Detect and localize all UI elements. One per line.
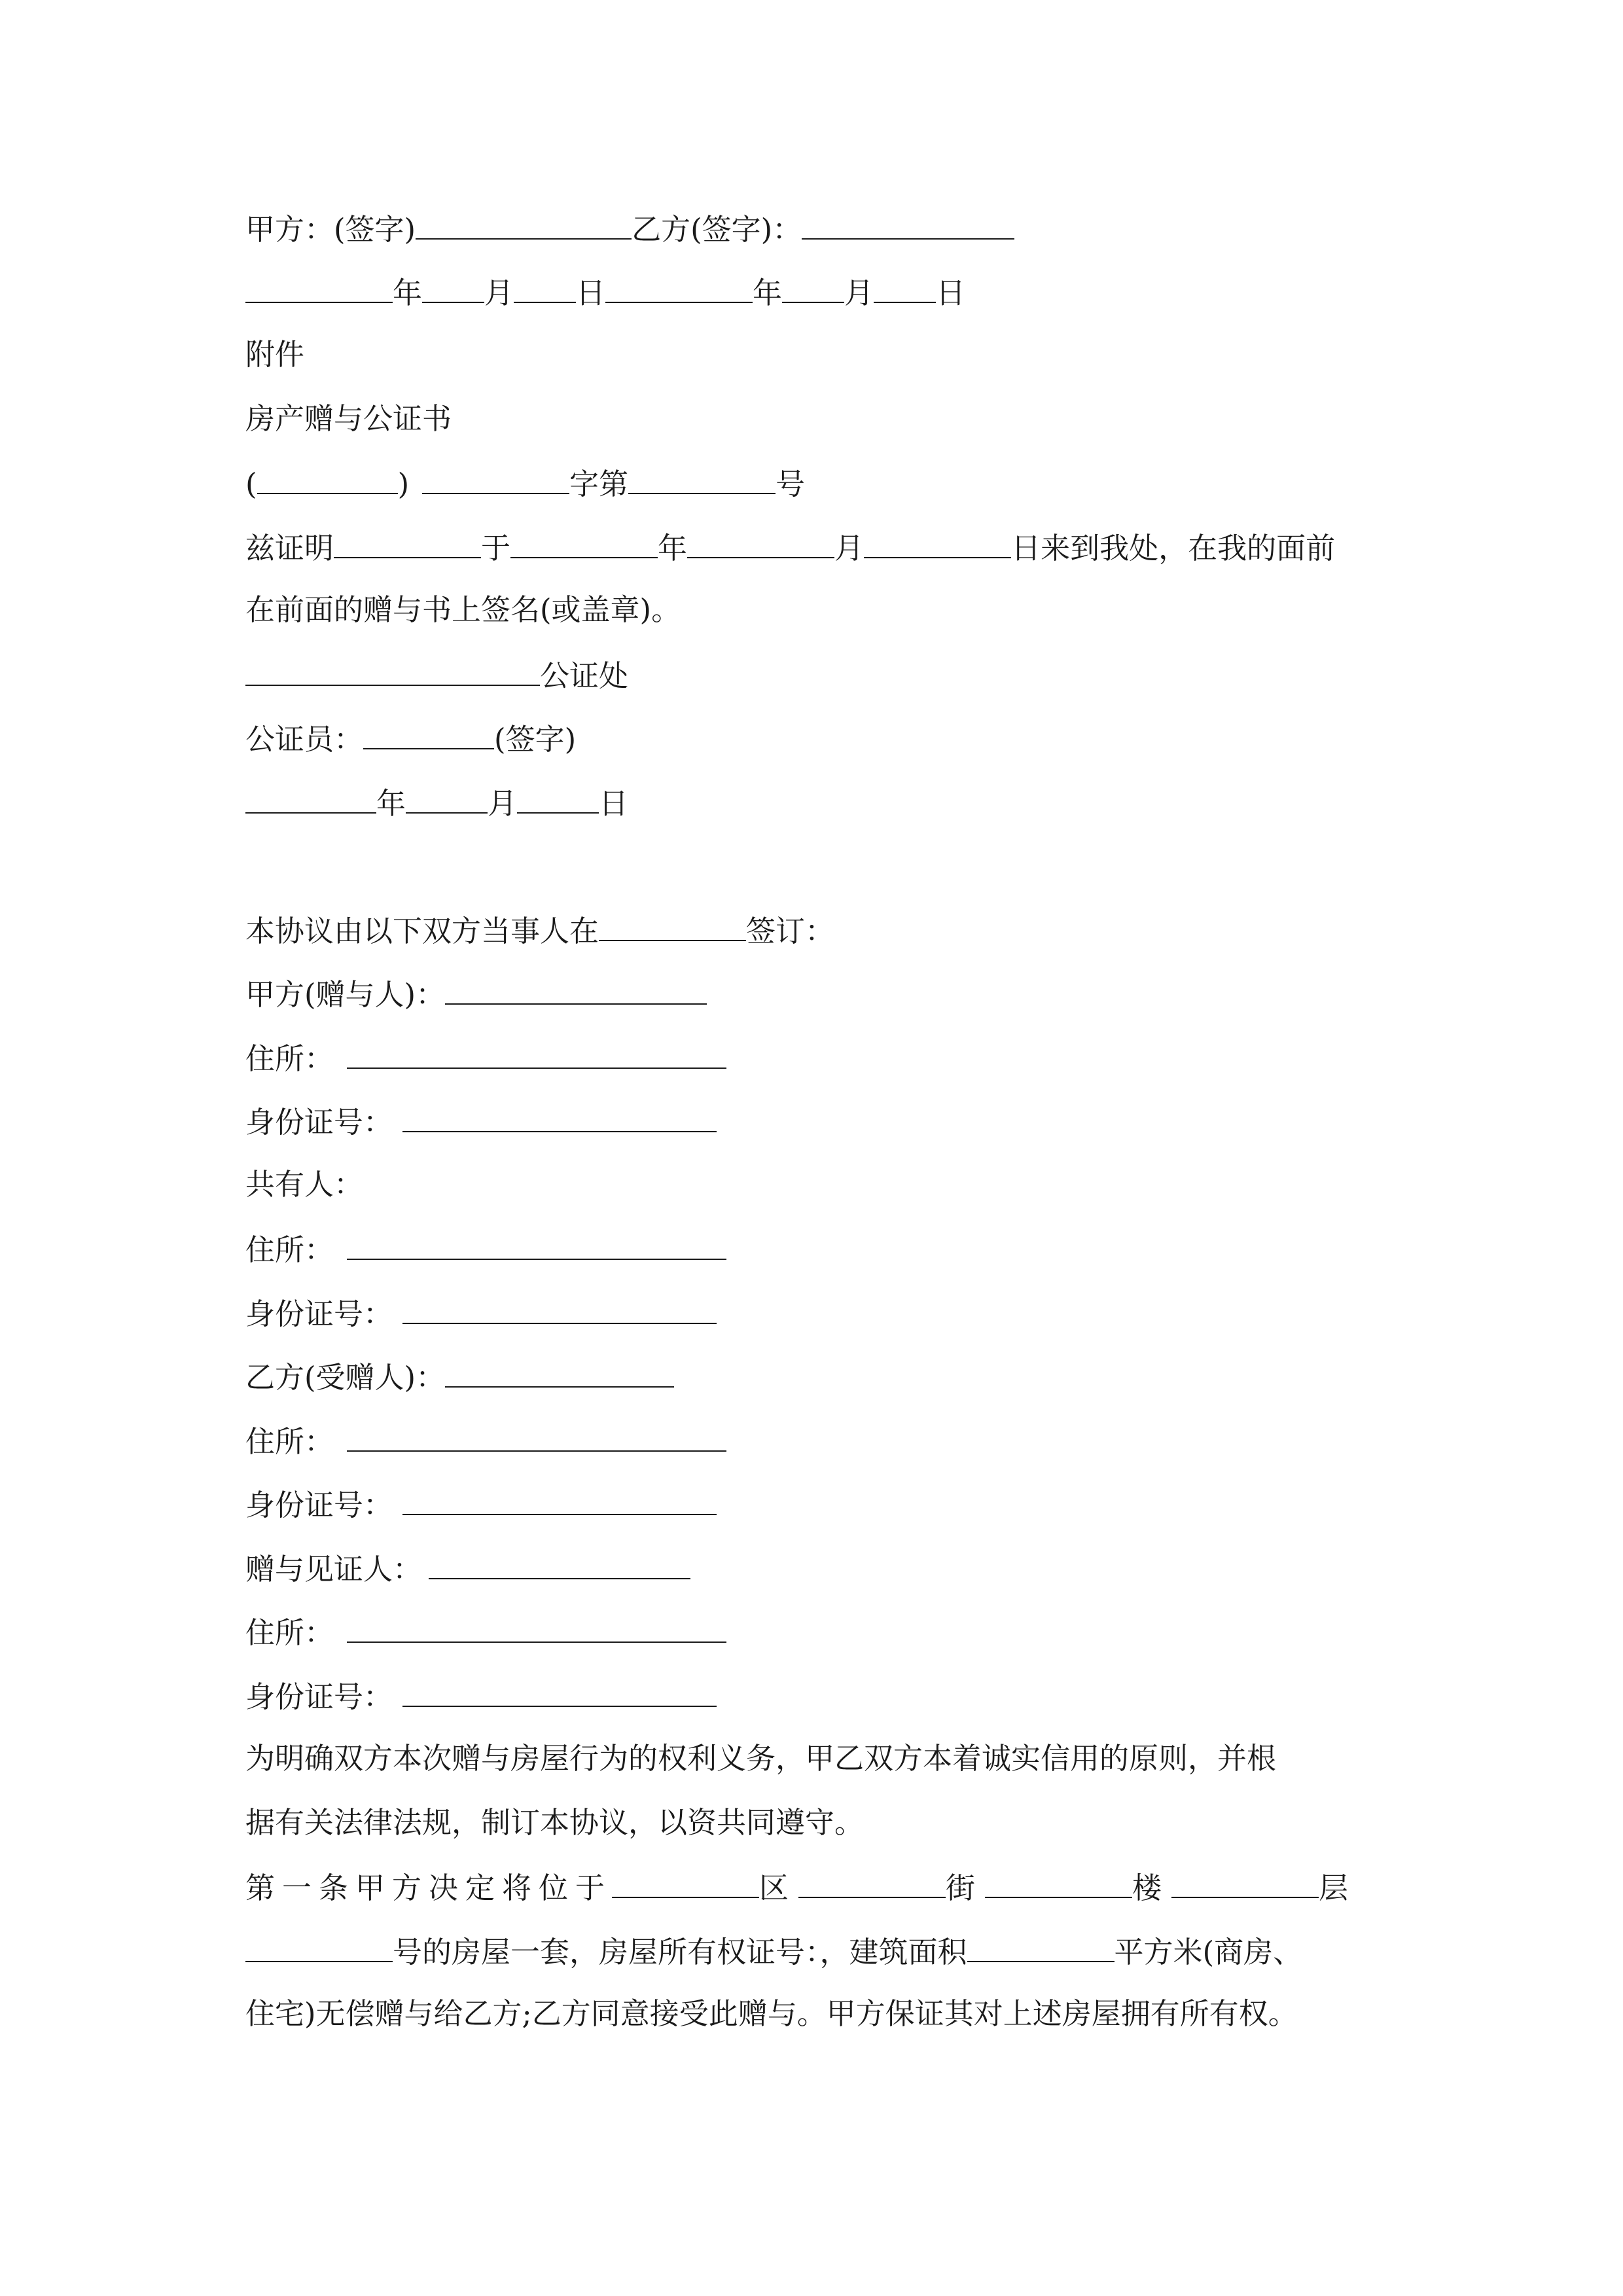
party-a-sign-blank <box>416 208 632 240</box>
blank <box>514 272 576 303</box>
blank <box>687 527 834 558</box>
co-owner-id-line <box>245 1293 717 1332</box>
appendix-label: 附件 <box>245 337 305 372</box>
purpose-line-2: 据有关法律法规，制订本协议，以资共同遵守。 <box>245 1805 865 1840</box>
notary-office-line <box>245 655 628 694</box>
notary-month: 月 <box>488 786 518 821</box>
donee-id-line <box>245 1484 717 1523</box>
blank <box>245 655 540 686</box>
blank <box>245 272 393 303</box>
art1-prefix: 第一条甲方决定将位于 <box>245 1871 613 1905</box>
art1-street: 街 <box>946 1871 976 1905</box>
blank <box>1171 1867 1319 1898</box>
co-owner-label: 共有人： <box>245 1167 364 1202</box>
party-b-sign-blank <box>802 208 1014 240</box>
blank <box>429 1548 690 1579</box>
art1-area: 平方米(商房、 <box>1114 1935 1303 1969</box>
blank <box>347 1229 726 1260</box>
blank <box>510 527 658 558</box>
signature-line <box>245 208 1014 247</box>
certify-month: 月 <box>834 531 865 565</box>
blank <box>445 973 707 1005</box>
id-number-label: 身份证号： <box>245 1679 393 1714</box>
notary-sign-label: (签字) <box>494 722 577 757</box>
certificate-number-line <box>245 463 805 502</box>
certify-line-2: 在前面的赠与书上签名(或盖章)。 <box>245 592 681 627</box>
blank <box>334 527 481 558</box>
witness-label: 赠与见证人： <box>245 1552 423 1587</box>
donee-line <box>245 1356 674 1395</box>
blank <box>347 1611 726 1643</box>
year-label: 年 <box>753 276 783 310</box>
address-label: 住所： <box>245 1041 334 1076</box>
month-label: 月 <box>484 276 514 310</box>
blank <box>402 1676 717 1707</box>
donee-label: 乙方(受赠人)： <box>245 1360 446 1395</box>
party-a-sign-label: 甲方：(签字) <box>245 212 416 247</box>
notary-year: 年 <box>376 786 406 821</box>
blank <box>257 463 398 494</box>
witness-address-line <box>245 1611 726 1651</box>
blank <box>612 1867 759 1898</box>
blank <box>245 782 376 814</box>
art1-building: 楼 <box>1132 1871 1162 1905</box>
appendix-title: 房产赠与公证书 <box>245 401 452 436</box>
article-1-line-1 <box>245 1867 1348 1906</box>
art1-floor: 层 <box>1319 1871 1349 1905</box>
blank <box>517 782 599 814</box>
blank <box>347 1420 726 1452</box>
id-number-label: 身份证号： <box>245 1297 393 1331</box>
blank <box>445 1356 674 1388</box>
purpose-line-1: 为明确双方本次赠与房屋行为的权利义务，甲乙双方本着诚实信用的原则，并根 <box>245 1741 1277 1776</box>
agreement-intro <box>245 910 834 949</box>
blank <box>874 272 936 303</box>
day-label: 日 <box>576 276 606 310</box>
id-number-label: 身份证号： <box>245 1105 393 1139</box>
certify-line-1 <box>245 527 1335 566</box>
address-label: 住所： <box>245 1424 334 1459</box>
paren-open: ( <box>245 467 257 501</box>
blank <box>402 1101 717 1132</box>
donor-line <box>245 973 707 1013</box>
blank <box>402 1484 717 1515</box>
donor-id-line <box>245 1101 717 1140</box>
blank <box>347 1037 726 1069</box>
article-1-line-2 <box>245 1931 1302 1970</box>
blank <box>798 1867 946 1898</box>
number-char-label: 字第 <box>569 467 629 501</box>
blank <box>967 1931 1115 1962</box>
notary-person-label: 公证员： <box>245 722 364 757</box>
certify-yu: 于 <box>481 531 511 565</box>
day-label: 日 <box>936 276 966 310</box>
donee-address-line <box>245 1420 726 1460</box>
blank <box>605 272 753 303</box>
signature-date-line <box>245 272 965 311</box>
number-suffix-label: 号 <box>776 467 806 501</box>
address-label: 住所： <box>245 1232 334 1267</box>
blank <box>363 718 494 749</box>
intro-prefix: 本协议由以下双方当事人在 <box>245 914 599 948</box>
id-number-label: 身份证号： <box>245 1488 393 1522</box>
blank <box>402 1293 717 1324</box>
blank <box>422 272 484 303</box>
intro-suffix: 签订： <box>746 914 835 948</box>
blank <box>599 910 746 941</box>
notary-office-label: 公证处 <box>540 658 629 693</box>
party-b-sign-label: 乙方(签字)： <box>632 212 802 247</box>
notary-date-line <box>245 782 628 821</box>
notary-day: 日 <box>599 786 629 821</box>
certify-prefix: 兹证明 <box>245 531 334 565</box>
co-owner-address-line <box>245 1229 726 1268</box>
paren-close: ) <box>397 467 410 501</box>
year-label: 年 <box>393 276 423 310</box>
blank <box>406 782 488 814</box>
donor-label: 甲方(赠与人)： <box>245 977 446 1012</box>
month-label: 月 <box>844 276 874 310</box>
art1-district: 区 <box>759 1871 789 1905</box>
blank <box>628 463 776 494</box>
witness-line <box>245 1548 690 1587</box>
certify-day: 日来到我处，在我的面前 <box>1011 531 1336 565</box>
donor-address-line <box>245 1037 726 1077</box>
article-1-line-3: 住宅)无偿赠与给乙方;乙方同意接受此赠与。甲方保证其对上述房屋拥有所有权。 <box>245 1996 1298 2031</box>
witness-id-line <box>245 1676 717 1715</box>
blank <box>782 272 844 303</box>
blank <box>422 463 569 494</box>
art1-house: 号的房屋一套，房屋所有权证号：，建筑面积 <box>393 1935 967 1969</box>
notary-person-line <box>245 718 576 757</box>
certify-year: 年 <box>658 531 688 565</box>
blank <box>864 527 1011 558</box>
address-label: 住所： <box>245 1615 334 1650</box>
blank <box>985 1867 1132 1898</box>
blank <box>245 1931 393 1962</box>
